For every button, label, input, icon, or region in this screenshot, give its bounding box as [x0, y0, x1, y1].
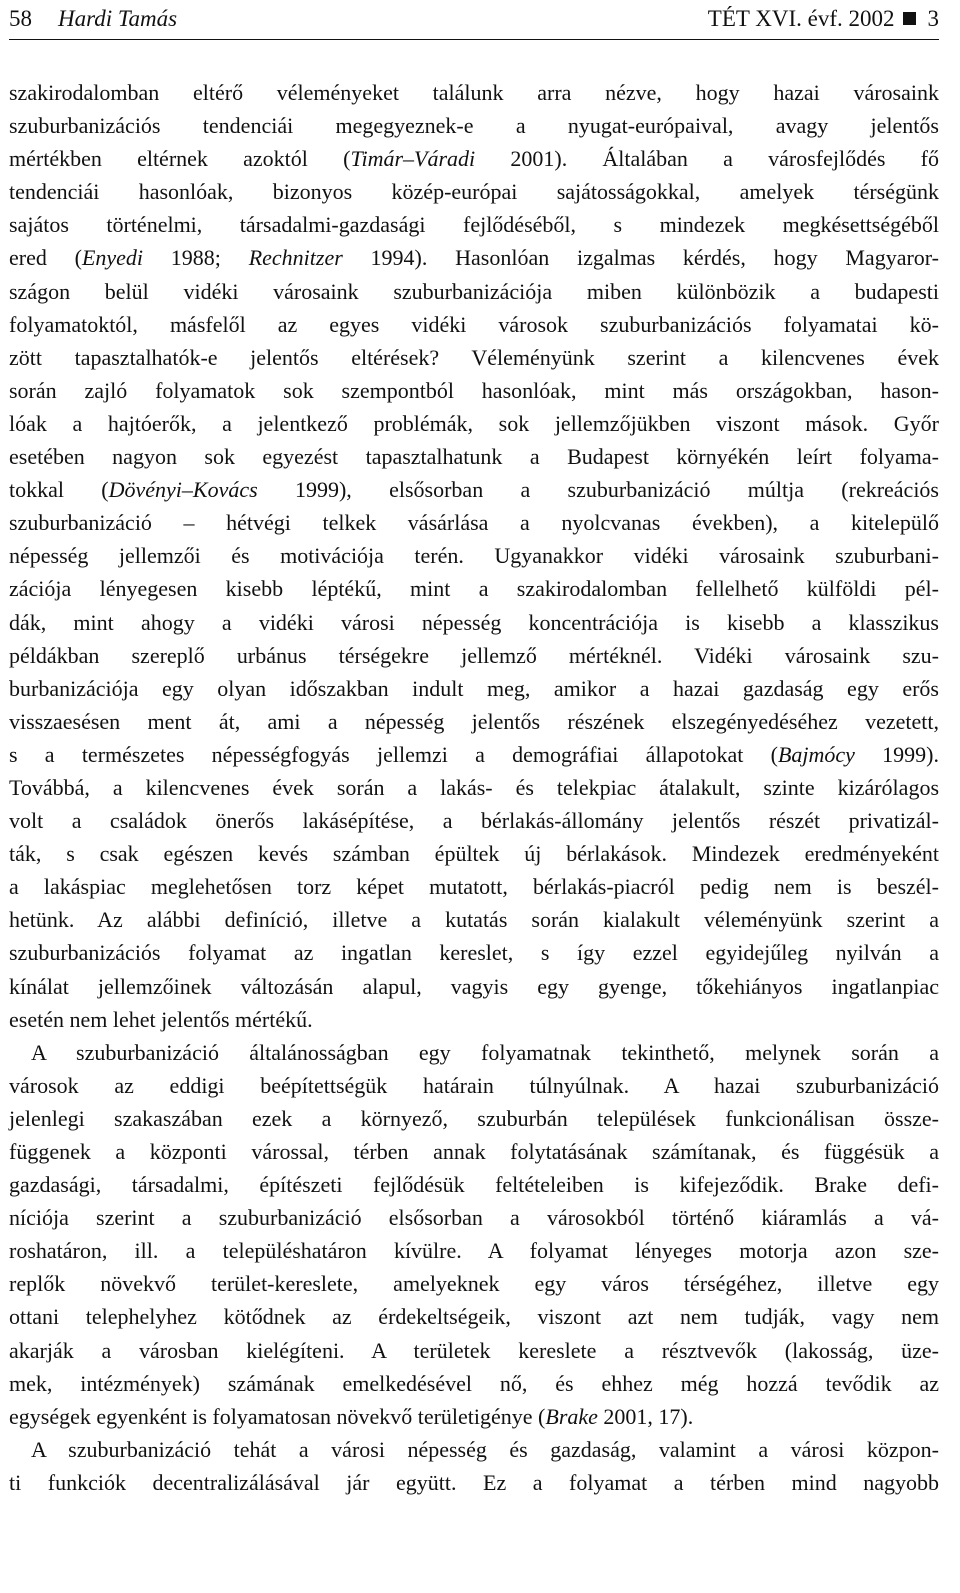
text-line	[9, 109, 939, 142]
text-line	[9, 506, 939, 539]
text-run: akarják a városban kielégíteni. A területek kereslete a résztvevők (lakosság, üze-	[9, 1337, 939, 1363]
text-line	[9, 374, 939, 407]
text-line	[9, 1135, 939, 1168]
text-run: dák, mint ahogy a vidéki városi népesség koncentrációja is kisebb a klasszikus	[9, 609, 939, 635]
text-line	[9, 870, 939, 903]
text-run: ered (	[9, 245, 82, 271]
text-line	[9, 572, 939, 605]
header-right	[708, 2, 939, 36]
text-run: zációja lényegesen kisebb léptékű, mint a szakirodalomban fellelhető külföldi pél-	[9, 576, 939, 602]
text-line	[9, 1367, 939, 1400]
text-run: lóak a hajtóerők, a jelentkező problémák, sok jellemzőjükben viszont mások. Győr	[9, 410, 939, 436]
text-line	[9, 672, 939, 705]
text-line	[9, 837, 939, 870]
text-run: gazdasági, társadalmi, építészeti fejlődésük feltételeiben is kifejeződik. Brake defi-	[9, 1172, 939, 1198]
text-line	[9, 208, 939, 241]
header-left	[9, 2, 177, 36]
text-line	[9, 308, 939, 341]
text-line	[9, 539, 939, 572]
text-line	[9, 936, 939, 969]
text-run: A szuburbanizáció általánosságban egy folyamatnak tekinthető, melynek során a	[31, 1039, 939, 1065]
text-line	[9, 1400, 939, 1433]
text-run: szakirodalomban eltérő véleményeket találunk arra nézve, hogy hazai városaink	[9, 80, 939, 105]
text-run: szuburbanizáció – hétvégi telkek vásárlása a nyolcvanas években), a kitelepülő	[9, 510, 939, 536]
text-line	[9, 76, 939, 109]
text-line	[9, 970, 939, 1003]
running-author: Hardi Tamás	[58, 6, 178, 31]
citation-author: Bajmócy	[777, 741, 855, 767]
text-run: 1999), elsősorban a szuburbanizáció múltja (rekreációs	[257, 477, 939, 503]
text-line	[9, 771, 939, 804]
text-run: zött tapasztalhatók-e jelentős eltérések? Véleményünk szerint a kilencvenes évek	[9, 344, 939, 370]
text-run: kínálat jellemzőinek változásán alapul, vagyis egy gyenge, tőkehiányos ingatlanpiac	[9, 973, 939, 999]
text-line	[9, 1069, 939, 1102]
text-run: a lakáspiac meglehetősen torz képet mutatott, bérlakás-piacról pedig nem is beszél-	[9, 874, 939, 900]
text-line	[9, 1003, 939, 1036]
text-run: ottani telephelyhez kötődnek az érdekeltségeik, viszont azt nem tudják, vagy nem	[9, 1304, 939, 1330]
issue-number: 3	[927, 6, 939, 31]
text-line	[9, 407, 939, 440]
text-line	[9, 639, 939, 672]
running-header	[9, 2, 939, 36]
text-line	[9, 175, 939, 208]
square-bullet-icon	[903, 12, 916, 25]
text-line	[9, 705, 939, 738]
text-run: mek, intézmények) számának emelkedésével nő, és ehhez még hozzá tevődik az	[9, 1370, 939, 1396]
document-page	[9, 0, 939, 1593]
text-run: mértékben eltérnek azoktól (	[9, 146, 351, 172]
text-run: példákban szereplő urbánus térségekre jellemző mértéknél. Vidéki városaink szu-	[9, 642, 939, 668]
text-line	[9, 1267, 939, 1300]
text-run: volt a családok önerős lakásépítése, a bérlakás-állomány jelentős részét privatizál-	[9, 808, 939, 834]
text-line	[9, 606, 939, 639]
text-line	[9, 275, 939, 308]
citation-author: Dövényi–Kovács	[108, 477, 258, 503]
text-line	[9, 1102, 939, 1135]
text-line	[9, 1334, 939, 1367]
text-line	[9, 341, 939, 374]
text-line	[9, 1234, 939, 1267]
text-run: 1994). Hasonlóan izgalmas kérdés, hogy Magyaror-	[342, 245, 939, 271]
text-run: 1999).	[854, 741, 939, 767]
citation-author: Brake	[545, 1403, 598, 1429]
text-run: Továbbá, a kilencvenes évek során a lakás- és telekpiac átalakult, szinte kizárólagos	[9, 774, 939, 800]
text-run: burbanizációja egy olyan időszakban indult meg, amikor a hazai gazdaság egy erős	[9, 675, 939, 701]
text-run: esetén nem lehet jelentős mértékű.	[9, 1006, 313, 1032]
text-run: s a természetes népességfogyás jellemzi a demográfiai állapotokat (	[9, 741, 778, 767]
text-run: tokkal (	[9, 477, 109, 503]
text-line	[9, 1300, 939, 1333]
text-run: szuburbanizációs tendenciái megegyeznek-e a nyugat-európaival, avagy jelentős	[9, 113, 939, 139]
text-line	[9, 738, 939, 771]
text-run: során zajló folyamatok sok szempontból hasonlóak, mint más országokban, hason-	[9, 377, 939, 403]
text-line	[9, 1433, 939, 1466]
text-line	[9, 804, 939, 837]
citation-author: Rechnitzer	[248, 245, 343, 271]
text-line	[9, 440, 939, 473]
text-line	[9, 1466, 939, 1499]
text-run: A szuburbanizáció tehát a városi népesség és gazdaság, valamint a városi közpon-	[31, 1436, 939, 1462]
text-line	[9, 1201, 939, 1234]
text-run: tendenciái hasonlóak, bizonyos közép-európai sajátosságokkal, amelyek térségünk	[9, 179, 939, 205]
text-run: esetében nagyon sok egyezést tapasztalhatunk a Budapest környékén leírt folyama-	[9, 444, 939, 470]
text-run: 2001, 17).	[597, 1403, 694, 1429]
text-run: szuburbanizációs folyamat az ingatlan kereslet, s így ezzel egyidejűleg nyilván a	[9, 940, 939, 966]
text-line	[9, 1036, 939, 1069]
text-line	[9, 142, 939, 175]
text-run: roshatáron, ill. a településhatáron kívülre. A folyamat lényeges motorja azon sze-	[9, 1238, 939, 1264]
text-run: níciója szerint a szuburbanizáció elsősorban a városokból történő kiáramlás a vá-	[9, 1205, 939, 1231]
text-run: replők növekvő terület-kereslete, amelyeknek egy város térségéhez, illetve egy	[9, 1271, 939, 1297]
text-run: hetünk. Az alábbi definíció, illetve a kutatás során kialakult véleményünk szerint a	[9, 907, 939, 933]
text-line	[9, 473, 939, 506]
text-run: jelenlegi szakaszában ezek a környező, szuburbán települések funkcionálisan össze-	[9, 1105, 939, 1131]
text-run: egységek egyenként is folyamatosan növekvő területigénye (	[9, 1403, 546, 1429]
citation-author: Enyedi	[81, 245, 144, 271]
page-number: 58	[9, 6, 32, 31]
text-run: szágon belül vidéki városaink szuburbanizációja miben különbözik a budapesti	[9, 278, 939, 304]
text-run: függenek a központi várossal, térben annak folytatásának számítanak, és függésük a	[9, 1139, 939, 1164]
text-line	[9, 241, 939, 274]
text-run: 2001). Általában a városfejlődés fő	[475, 146, 939, 172]
text-run: visszaesésen ment át, ami a népesség jelentős részének elszegényedéséhez vezetett,	[9, 708, 939, 734]
text-run: ták, s csak egészen kevés számban épültek új bérlakások. Mindezek eredményeként	[9, 841, 939, 867]
text-run: ti funkciók decentralizálásával jár együtt. Ez a folyamat a térben mind nagyobb	[9, 1469, 939, 1495]
text-run: sajátos történelmi, társadalmi-gazdasági fejlődéséből, s mindezek megkésettségéből	[9, 212, 939, 238]
text-line	[9, 1168, 939, 1201]
text-run: népesség jellemzői és motivációja terén. Ugyanakkor vidéki városaink szuburbani-	[9, 543, 939, 569]
body-text	[9, 76, 939, 1499]
text-run: városok az eddigi beépítettségük határain túlnyúlnak. A hazai szuburbanizáció	[9, 1072, 939, 1098]
text-run: 1988;	[143, 245, 249, 271]
journal-reference: TÉT XVI. évf. 2002	[707, 6, 895, 31]
citation-author: Timár–Váradi	[350, 146, 476, 172]
text-line	[9, 903, 939, 936]
header-rule	[9, 39, 939, 40]
text-run: folyamatoktól, másfelől az egyes vidéki városok szuburbanizációs folyamatai kö-	[9, 311, 939, 337]
